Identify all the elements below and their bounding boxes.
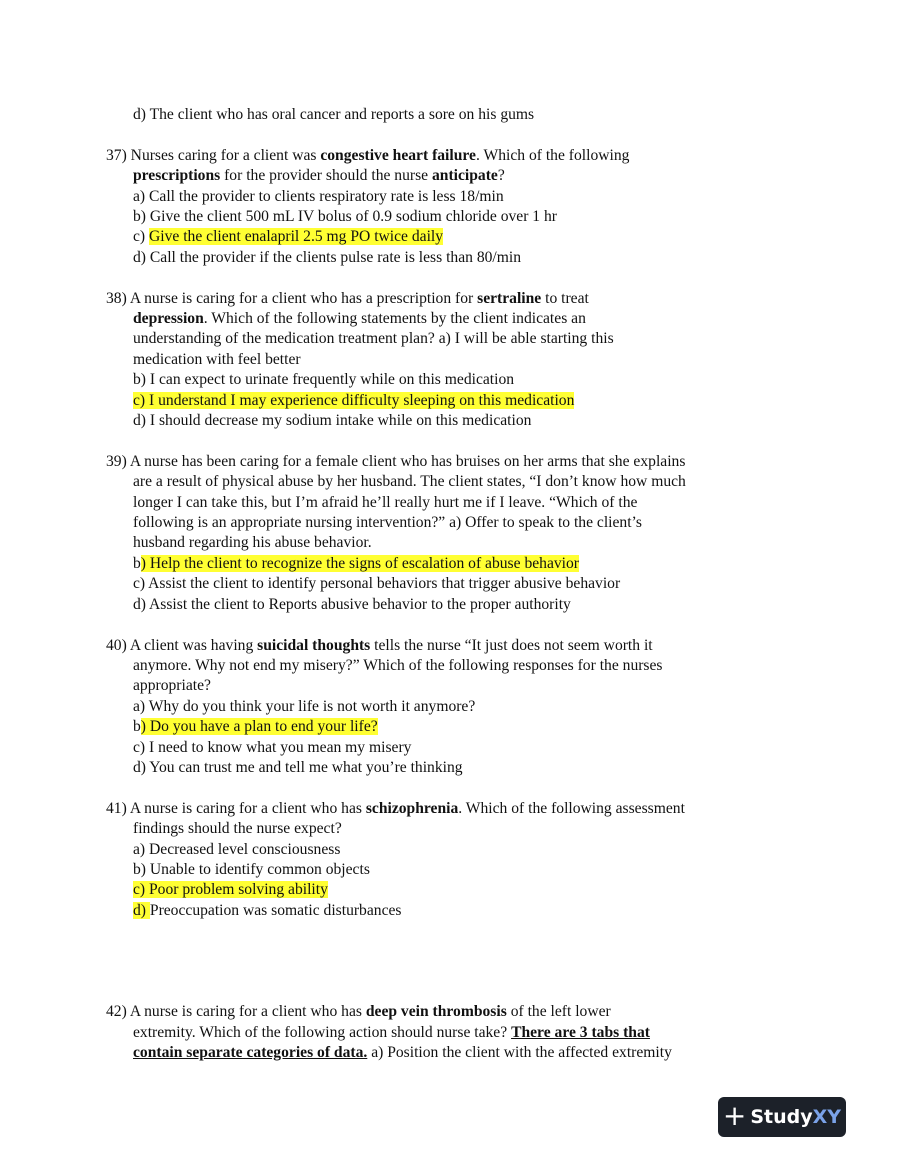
- q37-option-b: b) Give the client 500 mL IV bolus of 0.9 sodium chloride over 1 hr: [133, 208, 557, 226]
- q38-stem-line-3: understanding of the medication treatment plan? a) I will be able starting this: [133, 330, 614, 348]
- q38-option-d: d) I should decrease my sodium intake while on this medication: [133, 412, 532, 430]
- highlighted-answer: ) Do you have a plan to end your life?: [140, 718, 378, 736]
- q40-stem-line-1: 40) A client was having suicidal thoughts tells the nurse “It just does not seem worth it: [106, 636, 653, 654]
- plus-icon: +: [722, 1098, 747, 1132]
- q38-stem-line-4: medication with feel better: [133, 350, 301, 368]
- q41-stem-line-2: findings should the nurse expect?: [133, 820, 342, 838]
- q40-option-a: a) Why do you think your life is not worth it anymore?: [133, 697, 476, 715]
- q39-stem-line-3: longer I can take this, but I’m afraid he’ll really hurt me if I leave. “Which of the: [133, 493, 638, 511]
- q41-option-a: a) Decreased level consciousness: [133, 840, 341, 858]
- question-37: [106, 146, 786, 268]
- q42-stem-line-2: extremity. Which of the following action should nurse take? There are 3 tabs that: [133, 1023, 650, 1041]
- q38-option-c: [106, 391, 786, 411]
- q41-option-d: d) Preoccupation was somatic disturbances: [133, 901, 402, 919]
- question-38: [106, 289, 786, 432]
- q39-stem-line-2: are a result of physical abuse by her husband. The client states, “I don’t know how much: [133, 473, 686, 491]
- q41-option-b: b) Unable to identify common objects: [133, 860, 370, 878]
- q37-option-d: d) Call the provider if the clients pulse rate is less than 80/min: [133, 248, 522, 266]
- q37-option-c: c) Give the client enalapril 2.5 mg PO twice daily: [133, 228, 444, 246]
- question-40: [106, 636, 786, 779]
- q39-option-d: d) Assist the client to Reports abusive behavior to the proper authority: [133, 595, 571, 613]
- q40-stem-line-3: appropriate?: [133, 677, 211, 695]
- document-page: [106, 105, 786, 1063]
- q40-stem-line-2: anymore. Why not end my misery?” Which of the following responses for the nurses: [133, 656, 663, 674]
- q37-stem-line-2: prescriptions for the provider should the nurse anticipate?: [133, 167, 505, 185]
- q36-option-d: d) The client who has oral cancer and reports a sore on his gums: [133, 106, 535, 123]
- q37-option-a: a) Call the provider to clients respiratory rate is less 18/min: [133, 187, 504, 205]
- q37-stem-line-1: 37) Nurses caring for a client was congestive heart failure. Which of the following: [106, 146, 630, 164]
- q38-stem-line-1: 38) A nurse is caring for a client who has a prescription for sertraline to treat: [106, 289, 589, 307]
- q39-stem-line-1: 39) A nurse has been caring for a female client who has bruises on her arms that she explains: [106, 452, 686, 470]
- highlighted-answer: Give the client enalapril 2.5 mg PO twice daily: [149, 228, 444, 246]
- q41-stem-line-1: 41) A nurse is caring for a client who has schizophrenia. Which of the following assessment: [106, 799, 685, 817]
- q38-option-b: b) I can expect to urinate frequently while on this medication: [133, 371, 515, 389]
- logo-text-xy: XY: [812, 1106, 842, 1128]
- q39-option-b: b) Help the client to recognize the signs of escalation of abuse behavior: [133, 554, 579, 572]
- q39-stem-line-4: following is an appropriate nursing intervention?” a) Offer to speak to the client’s: [133, 514, 642, 532]
- q40-option-d: d) You can trust me and tell me what you’re thinking: [133, 758, 463, 776]
- q40-option-c: c) I need to know what you mean my misery: [133, 738, 412, 756]
- highlighted-answer: c) Poor problem solving ability: [133, 881, 328, 899]
- logo-text-study: Study: [750, 1106, 813, 1128]
- q41-option-c: [106, 880, 786, 900]
- q39-stem-line-5: husband regarding his abuse behavior.: [133, 534, 372, 552]
- q39-option-c: c) Assist the client to identify personal behaviors that trigger abusive behavior: [133, 575, 621, 593]
- q38-stem-line-2: depression. Which of the following statements by the client indicates an: [133, 310, 586, 328]
- q42-stem-line-1: 42) A nurse is caring for a client who has deep vein thrombosis of the left lower: [106, 1003, 611, 1021]
- highlighted-answer: c) I understand I may experience difficulty sleeping on this medication: [133, 391, 575, 409]
- highlighted-answer: ) Help the client to recognize the signs of escalation of abuse behavior: [140, 554, 579, 572]
- question-39: [106, 452, 786, 615]
- q42-stem-line-3: contain separate categories of data. a) Position the client with the affected extremity: [133, 1043, 672, 1061]
- studyxy-logo: [718, 1097, 846, 1137]
- question-41: [106, 799, 786, 921]
- question-42: [106, 1002, 786, 1063]
- highlighted-answer: d): [133, 901, 150, 919]
- q40-option-b: b) Do you have a plan to end your life?: [133, 718, 378, 736]
